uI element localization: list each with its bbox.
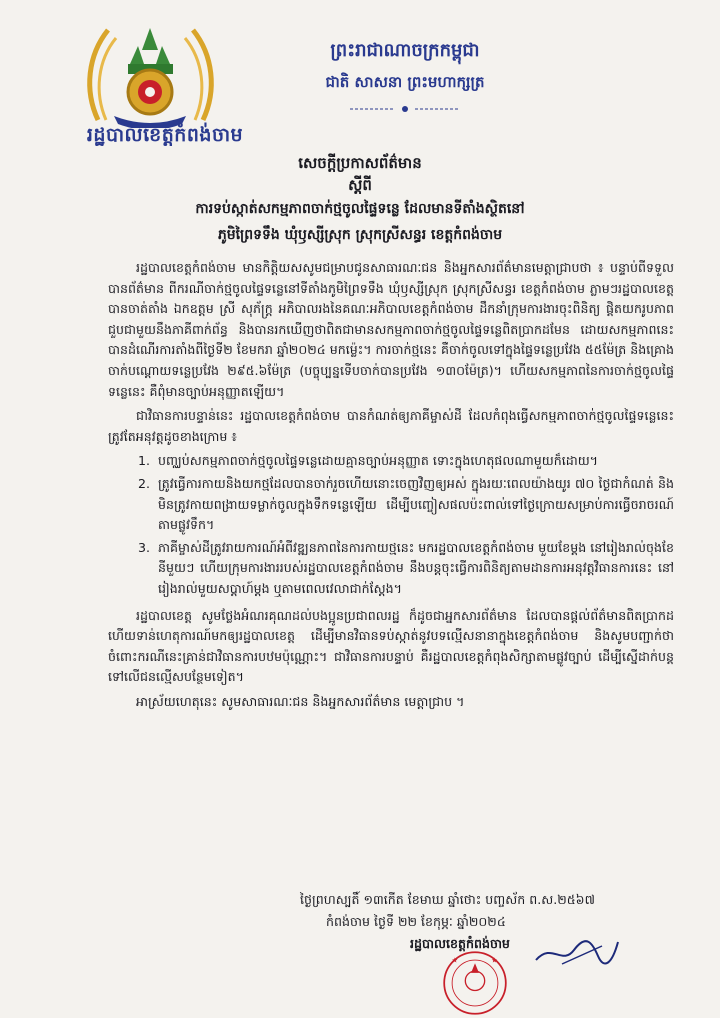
paragraph-measures-intro: ជាវិធានការបន្ទាន់នេះ រដ្ឋបាលខេត្តកំពង់ចាម បានកំណត់ឲ្យភាគីម្ចាស់ដី ដែលកំពុងធ្វើសកម្មភាពចាក់ថ្មចូលផ្ទៃទន្លេនេះ ត្រូវតែអនុវត្តដូចខាងក្រោម ៖ — [108, 408, 674, 444]
kingdom-name: ព្រះរាជាណាចក្រកម្ពុជា — [330, 40, 480, 61]
svg-text:★: ★ — [451, 955, 458, 965]
measure-item: 3. ភាគីម្ចាស់ដីត្រូវរាយការណ៍អំពីវឌ្ឍនភាពនៃការកាយថ្មនេះ មករដ្ឋបាលខេត្តកំពង់ចាម មួយខែម្ដង នៅរៀងរាល់ចុងខែនីមួយៗ ហើយក្រុមការងាររបស់រដ្ឋបាលខេត្តកំពង់ចាម នឹងបន្តចុះធ្វើការពិនិត្យតាមដានការអនុវត្តវិធានការនេះ នៅរៀងរាល់មួយសប្ដាហ៍ម្ដង ឬតាមពេលវេលាជាក់ស្ដែង។ — [154, 538, 674, 600]
document-titles — [60, 152, 660, 248]
document-about: ស្ដីពី — [348, 176, 372, 194]
signing-office: រដ្ឋបាលខេត្តកំពង់ចាម — [410, 936, 510, 951]
measure-item: 1. បញ្ឈប់សកម្មភាពចាក់ថ្មចូលផ្ទៃទន្លេដោយគ្មានច្បាប់អនុញ្ញាត ទោះក្នុងហេតុផលណាមួយក៏ដោយ។ — [154, 451, 674, 472]
subject-line-2: ភូមិព្រៃទទឹង ឃុំឫស្សីស្រុក ស្រុកស្រីសន្ធរ ខេត្តកំពង់ចាម — [217, 227, 503, 243]
issuing-office-name: រដ្ឋបាលខេត្តកំពង់ចាម — [86, 124, 244, 146]
solar-date: កំពង់ចាម ថ្ងៃទី ២២ ខែកុម្ភៈ ឆ្នាំ២០២៤ — [326, 914, 506, 929]
document-title: សេចក្ដីប្រកាសព័ត៌មាន — [298, 154, 422, 172]
measure-item: 2. ត្រូវធ្វើការកាយនិងយកថ្មដែលបានចាក់រួចហើយនោះចេញវិញឲ្យអស់ ក្នុងរយៈពេលយ៉ាងយូរ ៧០ ថ្ងៃជាកំណត់ និងមិនត្រូវកាយពង្រាយទម្លាក់ចូលក្នុងទឹកទន្លេឡើយ ដើម្បីបញ្ចៀសផលប៉ះពាល់ទៅថ្ងៃក្រោយសម្រាប់ការធ្វើចរាចរណ៍តាមផ្លូវទឹក។ — [154, 474, 674, 536]
paragraph-findings: រដ្ឋបាលខេត្តកំពង់ចាម មានកិត្តិយសសូមជម្រាបជូនសាធារណៈជន និងអ្នកសារព័ត៌មានមេត្តាជ្រាបថា ៖ បន្ទាប់ពីទទួលបានព័ត៌មាន ពីករណីចាក់ថ្មចូលផ្ទៃទន្លេនៅទីតាំងភូមិព្រៃទទឹង ឃុំឫស្សីស្រុក ស្រុកស្រីសន្ធរ ខេត្តកំពង់ចាម ភ្លាមៗរដ្ឋបាលខេត្ត បានចាត់តាំង ឯកឧត្តម ស្រី សុភ័ក្ត្រ អភិបាលរងនៃគណៈអភិបាលខេត្តកំពង់ចាម ដឹកនាំក្រុមការងារចុះពិនិត្យ ផ្ដិតយករូបភាព ជួបជាមួយនឹងភាគីពាក់ព័ន្ធ និងបានរកឃើញថាពិតជាមានសកម្មភាពចាក់ថ្មចូលផ្ទៃទន្លេពិតប្រាកដមែន ដោយសកម្មភាពនេះបានដំណើរការតាំងពីថ្ងៃទី២ ខែមករា ឆ្នាំ២០២៤ មកម្ល៉េះ។ ការចាក់ថ្មនេះ គឺចាក់ចូលទៅក្នុងផ្ទៃទន្លេប្រវែង ៥៥ម៉ែត្រ និងគ្រោងចាក់បណ្ដោយទន្លេប្រវែង ២៩៥.៦ម៉ែត្រ (បច្ចុប្បន្នទើបចាក់បានប្រវែង ១៣០ម៉ែត្រ)។ ហើយសកម្មភាពនៃការចាក់ថ្មចូលផ្ទៃទន្លេនេះ គឺពុំមានច្បាប់អនុញ្ញាតឡើយ។ — [108, 260, 674, 399]
official-seal-icon — [400, 950, 550, 1016]
paragraph-thanks: រដ្ឋបាលខេត្ត សូមថ្លែងអំណរគុណដល់បងប្អូនប្រជាពលរដ្ឋ ក៏ដូចជាអ្នកសារព័ត៌មាន ដែលបានផ្ដល់ព័ត៌មានពិតប្រាកដ ហើយទាន់ហេតុការណ៍មកឲ្យរដ្ឋបាលខេត្ត ដើម្បីមានវិធានទប់ស្កាត់នូវបទល្មើសនានាក្នុងខេត្តកំពង់ចាម និងសូមបញ្ជាក់ថា ចំពោះករណីនេះគ្រាន់ជាវិធានការបឋមប៉ុណ្ណោះ។ ជាវិធានការបន្ទាប់ គឺរដ្ឋបាលខេត្តកំពុងសិក្សាតាមផ្លូវច្បាប់ ដើម្បីស្នើដាក់បន្តទៅលើជនល្មើសបន្ថែមទៀត។ — [108, 607, 674, 685]
national-motto: ជាតិ សាសនា ព្រះមហាក្សត្រ — [325, 73, 485, 91]
ornament-divider-icon — [350, 105, 460, 113]
svg-text:★: ★ — [491, 955, 498, 965]
document-footer — [300, 889, 680, 955]
lunar-date: ថ្ងៃព្រហស្បតិ៍ ១៣កើត ខែមាឃ ឆ្នាំថោះ បញ្ចស័ក ព.ស.២៥៦៧ — [300, 892, 595, 907]
paragraph-closing: អាស្រ័យហេតុនេះ សូមសាធារណៈជន និងអ្នកសារព័ត៌មាន មេត្តាជ្រាប ។ — [136, 693, 465, 709]
measures-list — [108, 451, 674, 599]
document-body — [108, 258, 674, 716]
kingdom-motto — [270, 38, 540, 113]
subject-line-1: ការទប់ស្កាត់សកម្មភាពចាក់ថ្មចូលផ្ទៃទន្លេ ដែលមានទីតាំងស្ថិតនៅ — [195, 201, 525, 217]
provincial-emblem-icon — [78, 20, 223, 128]
